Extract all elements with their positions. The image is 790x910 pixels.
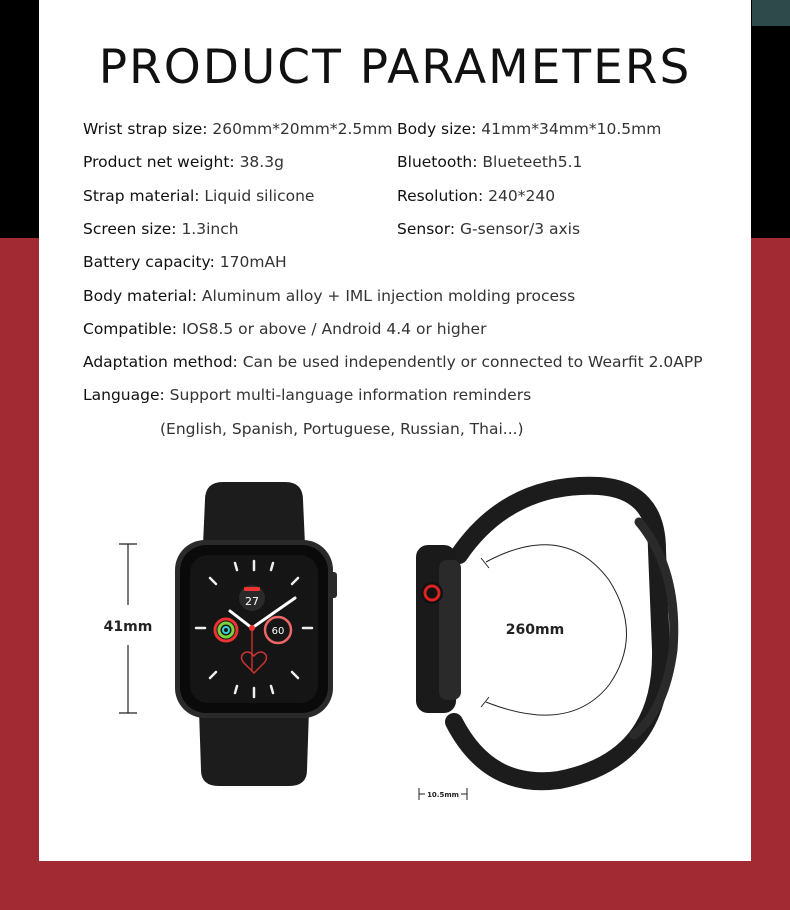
spec-bluetooth: Bluetooth: Blueteeth5.1	[397, 153, 583, 171]
spec-body-size: Body size: 41mm*34mm*10.5mm	[397, 120, 662, 138]
spec-screen-size: Screen size: 1.3inch	[83, 220, 239, 238]
spec-sensor: Sensor: G-sensor/3 axis	[397, 220, 581, 238]
heart-rate-complication: 60	[271, 626, 285, 637]
spec-adaptation: Adaptation method: Can be used independently or connected to Wearfit 2.0APP	[83, 353, 703, 371]
height-label: 41mm	[103, 619, 153, 635]
thickness-label: 10.5mm	[427, 791, 459, 799]
spec-battery: Battery capacity: 170mAH	[83, 253, 287, 271]
watch-front	[175, 482, 337, 786]
spec-strap-material: Strap material: Liquid silicone	[83, 187, 315, 205]
page-title: PRODUCT PARAMETERS	[98, 40, 692, 95]
spec-strap-size: Wrist strap size: 260mm*20mm*2.5mm	[83, 120, 393, 138]
spec-compatible: Compatible: IOS8.5 or above / Android 4.4 or higher	[83, 320, 487, 338]
spec-body-material: Body material: Aluminum alloy + IML injection molding process	[83, 287, 576, 305]
spec-net-weight: Product net weight: 38.3g	[83, 153, 284, 171]
date-complication: 27	[245, 595, 259, 608]
language-list-note: (English, Spanish, Portuguese, Russian, Thai...)	[160, 420, 524, 438]
strap-length-label: 260mm	[505, 622, 565, 638]
background-corner	[752, 0, 790, 26]
spec-language: Language: Support multi-language information reminders	[83, 386, 532, 404]
spec-resolution: Resolution: 240*240	[397, 187, 556, 205]
parameters-card	[39, 0, 751, 861]
watch-illustration	[39, 460, 751, 860]
